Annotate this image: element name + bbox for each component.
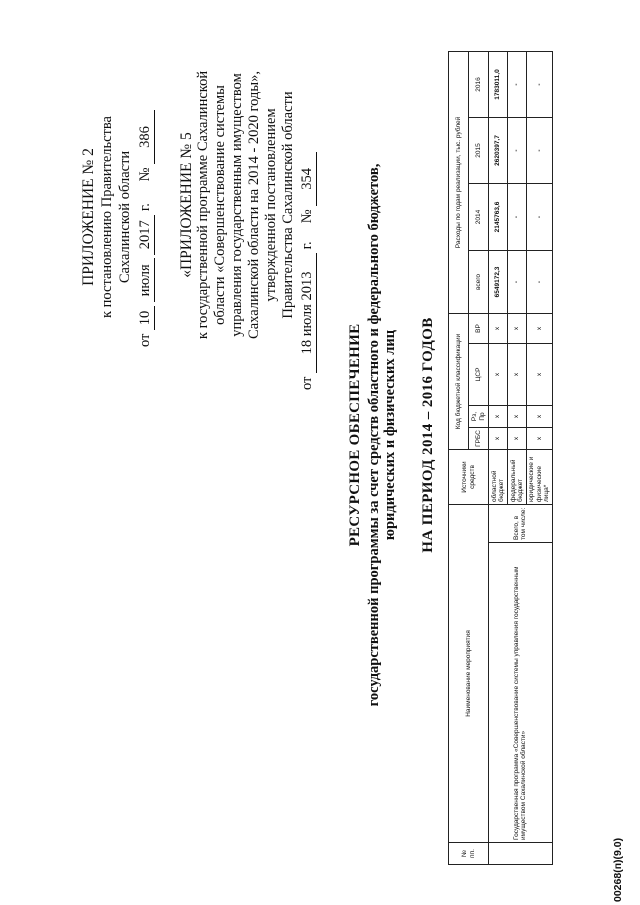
grbs-cell: x	[508, 428, 527, 450]
y2016-cell: 1783011,0	[489, 52, 508, 118]
appendix-line-1: к постановлению Правительства	[99, 116, 115, 318]
y2014-cell: 2145763,6	[489, 184, 508, 251]
table-header-row	[449, 52, 469, 865]
appendix-date-line	[136, 87, 155, 347]
total-cell: -	[527, 251, 553, 314]
main-subtitle	[366, 75, 398, 795]
appendix5-header	[178, 20, 317, 390]
header-code-group: Код бюджетной классификации	[449, 314, 469, 450]
main-subtitle-line-1: государственной программы за счет средств областного и федерального бюджетов,	[366, 163, 382, 707]
document-code: 00268(п)(9.0)	[612, 837, 624, 902]
header-csr: ЦСР	[469, 344, 489, 406]
program-name-cell: Государственная программа «Совершенствование системы управления государственным имуществом Сахалинской области»	[489, 543, 553, 843]
number-sign: №	[137, 167, 153, 182]
header-expenses-group: Расходы по годам реализации, тыс. рублей	[449, 52, 469, 314]
source-cell: федеральный бюджет	[508, 450, 527, 505]
grbs-cell: x	[489, 428, 508, 450]
year-suffix: г.	[137, 203, 153, 212]
header-name: Наименование мероприятия	[449, 505, 489, 843]
appendix5-line-6: Правительства Сахалинской области	[280, 91, 296, 319]
header-sources: Источники средств	[449, 450, 489, 505]
y2014-cell: -	[508, 184, 527, 251]
date-day: 10	[136, 306, 155, 330]
year-suffix: г.	[299, 241, 315, 250]
header-num: № пп.	[449, 843, 489, 865]
grbs-cell: x	[527, 428, 553, 450]
header-2015: 2015	[469, 118, 489, 184]
csr-cell: x	[508, 344, 527, 406]
resource-table	[448, 51, 553, 865]
vr-cell: x	[489, 314, 508, 344]
source-cell: юридические и физические лица*	[527, 450, 553, 505]
rz-pr-cell: x	[527, 406, 553, 428]
header-2016: 2016	[469, 52, 489, 118]
rz-pr-cell: x	[508, 406, 527, 428]
rz-pr-cell: x	[489, 406, 508, 428]
y2014-cell: -	[527, 184, 553, 251]
vr-cell: x	[508, 314, 527, 344]
y2016-cell: -	[508, 52, 527, 118]
date-month: июля	[136, 258, 155, 302]
from-label: от	[137, 333, 153, 347]
y2015-cell: -	[527, 118, 553, 184]
appendix-header	[80, 87, 155, 347]
header-rz-pr: Рз, Пр	[469, 406, 489, 428]
appendix5-line-5: утвержденной постановлением	[263, 108, 279, 302]
total-cell: -	[508, 251, 527, 314]
appendix-line-2: Сахалинской области	[117, 150, 133, 284]
appendix5-number: 354	[299, 152, 317, 206]
y2015-cell: 2620397,7	[489, 118, 508, 184]
table-row	[489, 52, 508, 865]
source-cell: областной бюджет	[489, 450, 508, 505]
row-num-cell	[489, 843, 553, 865]
y2015-cell: -	[508, 118, 527, 184]
appendix5-title: «ПРИЛОЖЕНИЕ № 5	[178, 132, 195, 278]
main-subtitle-line-2: юридических и физических лиц	[382, 329, 398, 541]
y2016-cell: -	[527, 52, 553, 118]
period-title: НА ПЕРИОД 2014 – 2016 ГОДОВ	[420, 317, 436, 553]
appendix5-date: 18 июля 2013	[299, 253, 317, 373]
main-title: РЕСУРСНОЕ ОБЕСПЕЧЕНИЕ	[347, 323, 363, 547]
csr-cell: x	[527, 344, 553, 406]
date-year: 2017	[136, 215, 155, 255]
appendix5-line-4: Сахалинской области на 2014 - 2020 годы»,	[246, 71, 262, 339]
total-cell: 6549172,3	[489, 251, 508, 314]
from-label: от	[299, 376, 315, 390]
header-total: всего	[469, 251, 489, 314]
appendix5-line-1: к государственной программе Сахалинской	[195, 70, 211, 340]
document-number: 386	[136, 110, 155, 164]
appendix5-date-line	[299, 20, 317, 390]
csr-cell: x	[489, 344, 508, 406]
number-sign: №	[299, 209, 315, 224]
header-vr: ВР	[469, 314, 489, 344]
header-2014: 2014	[469, 184, 489, 251]
appendix-title: ПРИЛОЖЕНИЕ № 2	[80, 148, 97, 286]
appendix5-line-2: области «Совершенствование системы	[212, 85, 228, 325]
total-label-cell: Всего, в том числе:	[489, 505, 553, 543]
header-grbs: ГРБС	[469, 428, 489, 450]
appendix5-line-3: управления государственным имуществом	[229, 73, 245, 337]
vr-cell: x	[527, 314, 553, 344]
